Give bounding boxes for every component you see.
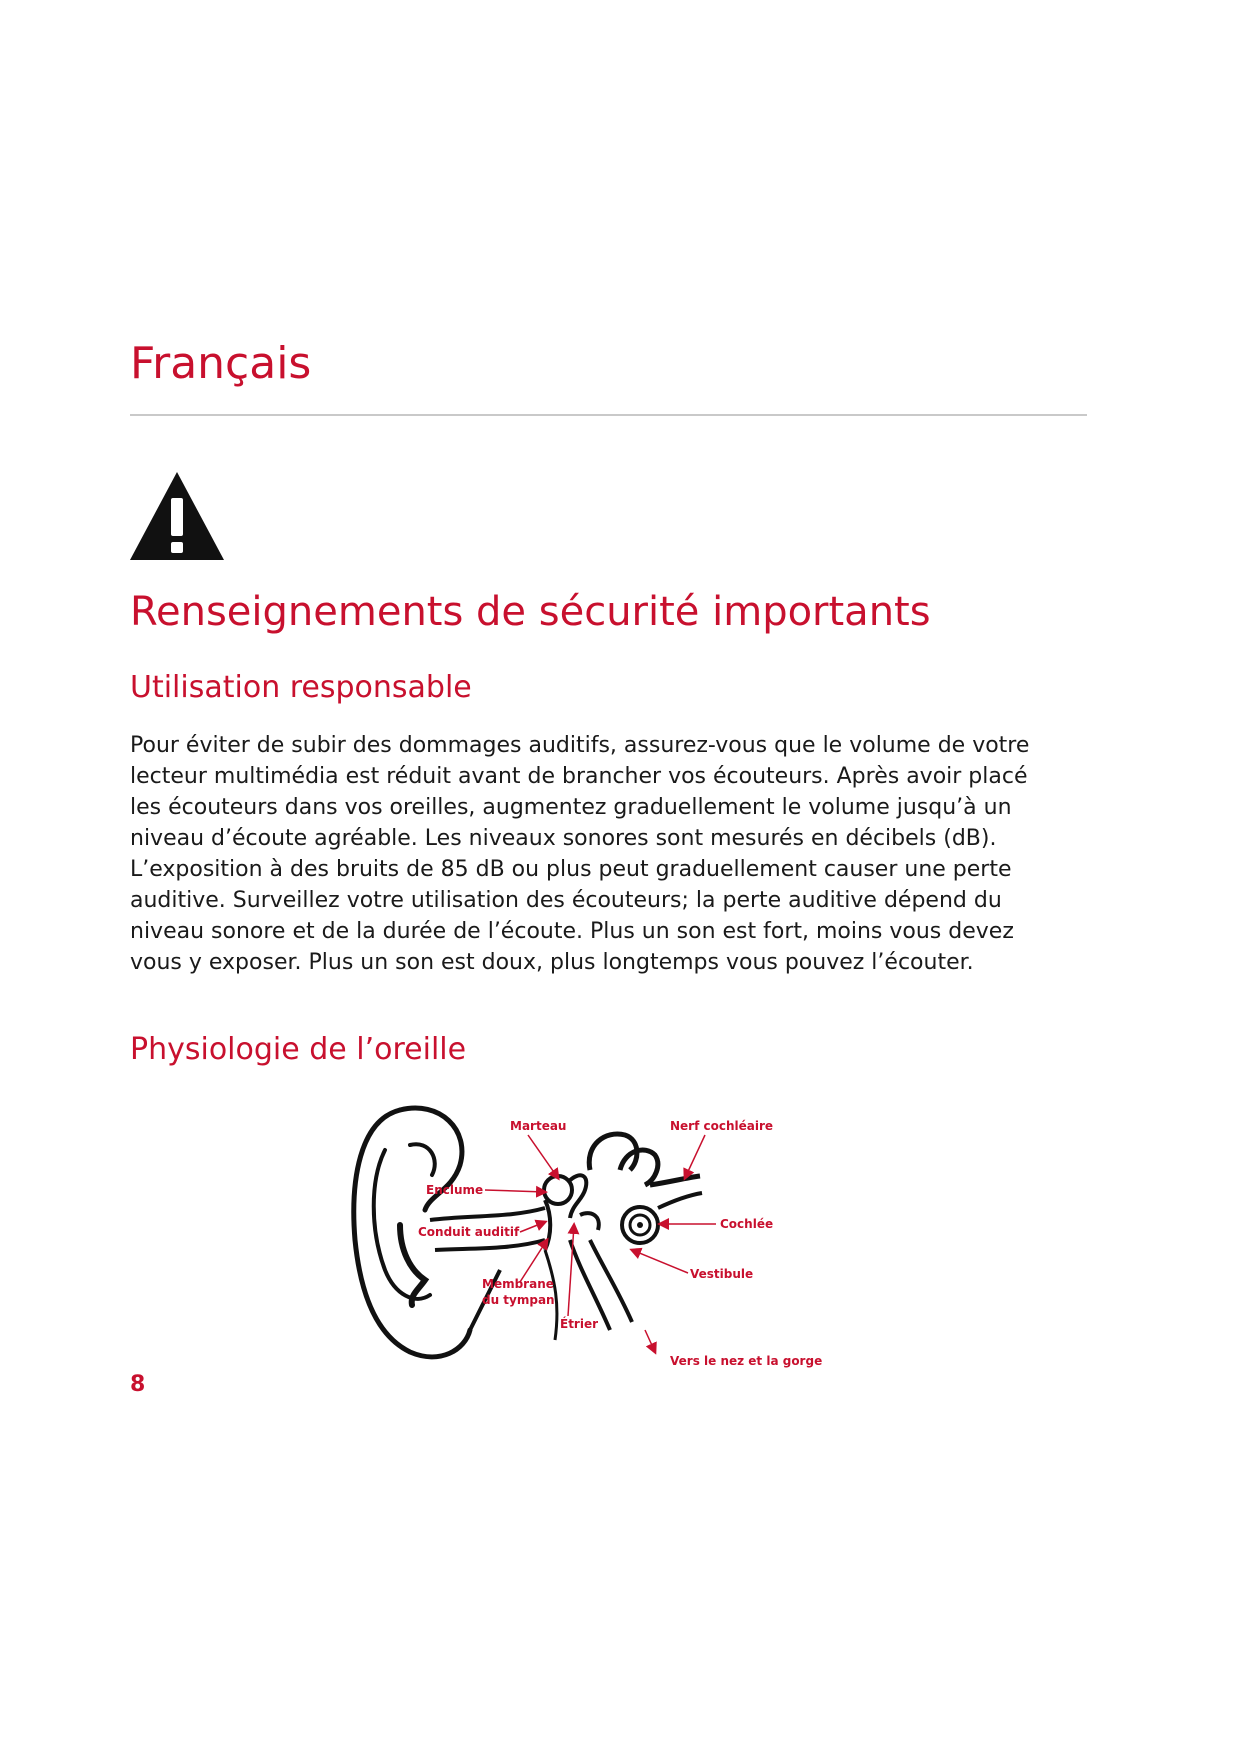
label-vestibule: Vestibule [690, 1267, 754, 1281]
section-heading-responsible-use: Utilisation responsable [130, 670, 472, 705]
page-number: 8 [130, 1372, 146, 1397]
label-marteau: Marteau [510, 1119, 567, 1133]
responsible-use-paragraph: Pour éviter de subir des dommages auditifs, assurez-vous que le volume de votre lecteur multimédia est réduit avant de brancher vos écouteurs. Après avoir placé les écouteurs dans vos oreilles, augmentez graduellement le volume jusqu’à un niveau d’écoute agréable. Les niveaux sonores sont mesurés en décibels (dB). L’exposition à des bruits de 85 dB ou plus peut graduellement causer une perte auditive. Surveillez votre utilisation des écouteurs; la perte auditive dépend du niveau sonore et de la durée de l’écoute. Plus un son est fort, moins vous devez vous y exposer. Plus un son est doux, plus longtemps vous pouvez l’écouter. [130, 733, 1030, 975]
label-membrane-line2: du tympan [482, 1293, 555, 1307]
header-divider [130, 414, 1087, 416]
ear-anatomy-diagram [340, 1090, 860, 1380]
label-nerf-cochleaire: Nerf cochléaire [670, 1119, 774, 1133]
label-conduit-auditif: Conduit auditif [418, 1225, 520, 1239]
label-vers-gorge: Vers le nez et la gorge [670, 1354, 823, 1368]
warning-triangle-icon [128, 470, 226, 562]
label-membrane-line1: Membrane [482, 1277, 554, 1291]
main-title: Renseignements de sécurité importants [130, 589, 931, 635]
label-etrier: Étrier [560, 1317, 599, 1331]
page-language-title: Français [130, 338, 312, 389]
section-heading-ear-physiology: Physiologie de l’oreille [130, 1032, 467, 1067]
label-cochlee: Cochlée [720, 1217, 774, 1231]
label-enclume: Enclume [426, 1183, 484, 1197]
